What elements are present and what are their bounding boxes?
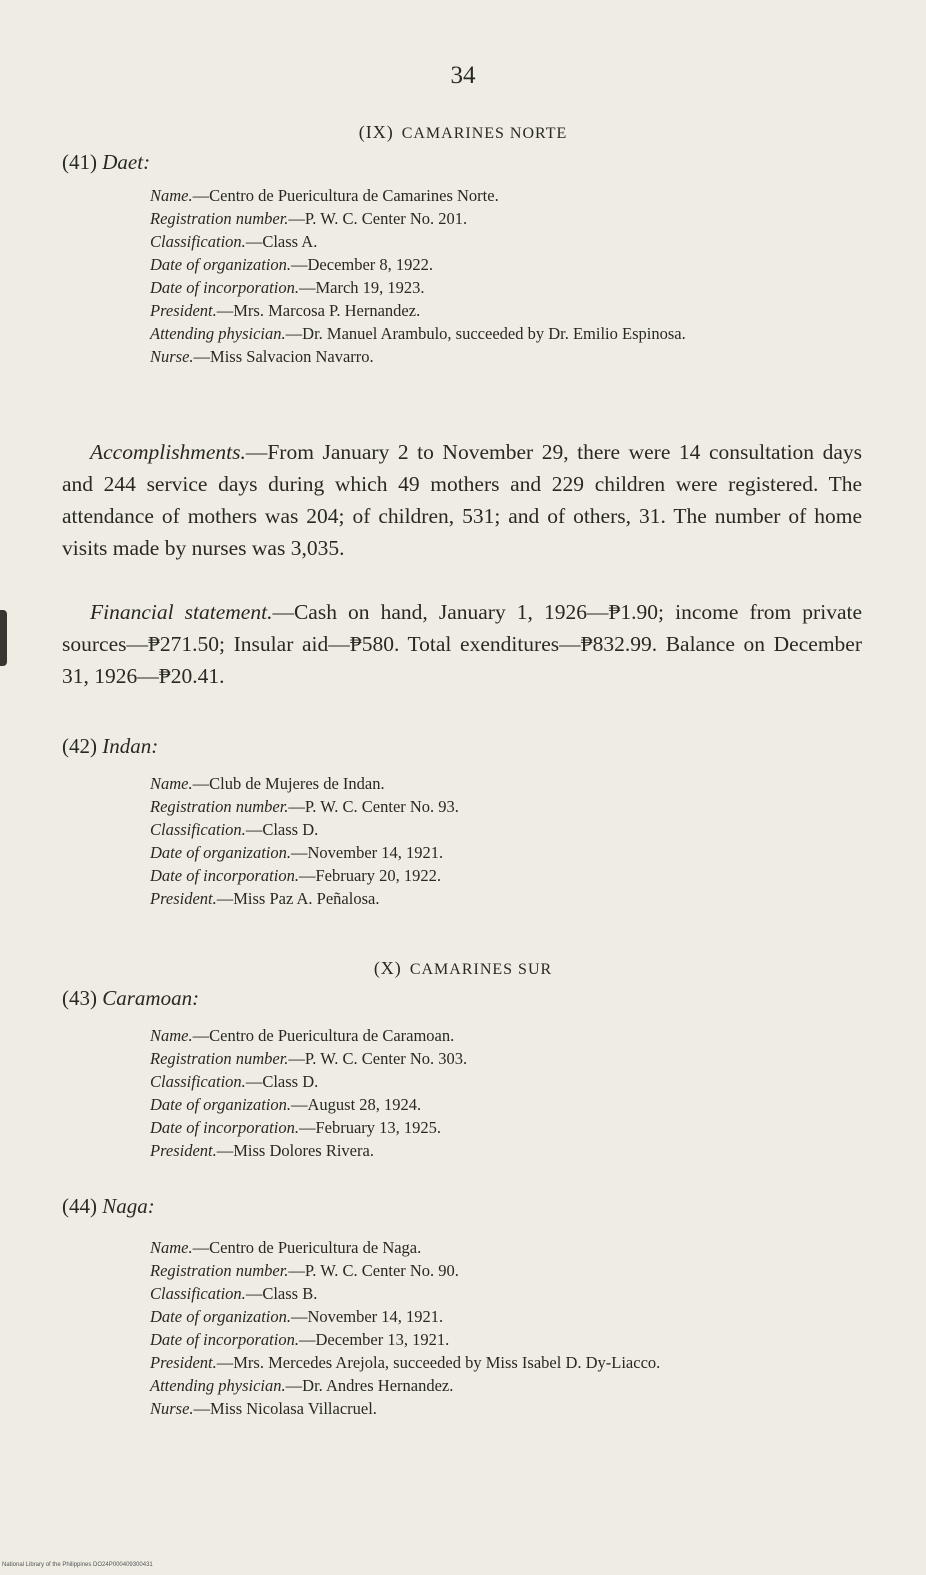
field-label: Date of organization. bbox=[150, 1095, 292, 1114]
field-label: Name. bbox=[150, 1238, 193, 1257]
scan-footer-credit: National Library of the Philippines DO24P000409300431 bbox=[2, 1562, 153, 1568]
entry-row bbox=[150, 1116, 880, 1139]
entry-row bbox=[150, 772, 880, 795]
field-value: —February 20, 1922. bbox=[298, 866, 442, 885]
field-label: Date of organization. bbox=[150, 1307, 292, 1326]
field-label: Date of incorporation. bbox=[150, 1330, 299, 1349]
entry-row bbox=[150, 1374, 880, 1397]
paragraph-text: —Cash on hand, January 1, 1926—₱1.90; income from private sources—₱271.50; Insular aid—₱580. Total exenditures—₱832.99. Balance on December 31, 1926—₱20.41. bbox=[62, 600, 862, 688]
entry-row bbox=[150, 345, 880, 368]
town-heading-caramoan bbox=[62, 986, 199, 1011]
field-label: Nurse. bbox=[150, 1399, 194, 1418]
field-label: Attending physician. bbox=[150, 1376, 286, 1395]
entry-number: (41) bbox=[62, 150, 97, 174]
field-value: —Class D. bbox=[245, 1072, 319, 1091]
field-value: —December 13, 1921. bbox=[298, 1330, 450, 1349]
town-name: Indan: bbox=[102, 734, 159, 758]
field-value: —Miss Dolores Rivera. bbox=[216, 1141, 374, 1160]
field-value: —P. W. C. Center No. 303. bbox=[288, 1049, 468, 1068]
field-value: —Club de Mujeres de Indan. bbox=[192, 774, 385, 793]
entry-row bbox=[150, 253, 880, 276]
entry-row bbox=[150, 299, 880, 322]
entry-row bbox=[150, 1328, 880, 1351]
entry-row bbox=[150, 184, 880, 207]
field-label: Name. bbox=[150, 186, 193, 205]
field-label: Registration number. bbox=[150, 209, 289, 228]
entry-row bbox=[150, 1047, 880, 1070]
entry-row bbox=[150, 322, 880, 345]
field-value: —March 19, 1923. bbox=[298, 278, 425, 297]
field-label: Classification. bbox=[150, 1072, 246, 1091]
entry-daet bbox=[150, 184, 880, 368]
scan-smudge bbox=[0, 610, 7, 666]
field-value: —December 8, 1922. bbox=[291, 255, 434, 274]
field-value: —Mrs. Mercedes Arejola, succeeded by Miss Isabel D. Dy-Liacco. bbox=[216, 1353, 661, 1372]
section-heading-camarines-norte bbox=[0, 122, 926, 143]
field-value: —November 14, 1921. bbox=[291, 1307, 444, 1326]
field-value: —August 28, 1924. bbox=[291, 1095, 422, 1114]
entry-indan bbox=[150, 772, 880, 910]
field-label: Name. bbox=[150, 1026, 193, 1045]
field-label: President. bbox=[150, 301, 217, 320]
field-label: President. bbox=[150, 1353, 217, 1372]
field-label: President. bbox=[150, 889, 217, 908]
field-value: —Dr. Andres Hernandez. bbox=[285, 1376, 454, 1395]
section-roman: (IX) bbox=[358, 122, 394, 142]
field-label: Date of organization. bbox=[150, 255, 292, 274]
financial-statement-paragraph bbox=[62, 596, 862, 692]
field-value: —P. W. C. Center No. 90. bbox=[288, 1261, 459, 1280]
field-label: Date of incorporation. bbox=[150, 278, 299, 297]
field-value: —February 13, 1925. bbox=[298, 1118, 442, 1137]
entry-row bbox=[150, 887, 880, 910]
section-roman: (X) bbox=[373, 958, 402, 978]
field-label: Nurse. bbox=[150, 347, 194, 366]
paragraph-label: Financial statement. bbox=[90, 600, 273, 624]
entry-row bbox=[150, 1070, 880, 1093]
town-heading-naga bbox=[62, 1194, 155, 1219]
field-value: —Centro de Puericultura de Camarines Norte. bbox=[192, 186, 499, 205]
field-value: —November 14, 1921. bbox=[291, 843, 444, 862]
field-value: —Miss Salvacion Navarro. bbox=[193, 347, 374, 366]
entry-number: (42) bbox=[62, 734, 97, 758]
field-label: Name. bbox=[150, 774, 193, 793]
entry-number: (43) bbox=[62, 986, 97, 1010]
entry-row bbox=[150, 276, 880, 299]
entry-row bbox=[150, 1259, 880, 1282]
field-label: Registration number. bbox=[150, 1049, 289, 1068]
field-value: —Mrs. Marcosa P. Hernandez. bbox=[216, 301, 421, 320]
field-label: Attending physician. bbox=[150, 324, 286, 343]
town-heading-daet bbox=[62, 150, 150, 175]
field-label: Classification. bbox=[150, 820, 246, 839]
paragraph-text: —From January 2 to November 29, there were 14 consultation days and 244 service days during which 49 mothers and 229 children were registered. The attendance of mothers was 204; of children, 531; and of others, 31. The number of home visits made by nurses was 3,035. bbox=[62, 440, 862, 560]
field-value: —Centro de Puericultura de Naga. bbox=[192, 1238, 422, 1257]
field-label: Registration number. bbox=[150, 797, 289, 816]
field-label: Classification. bbox=[150, 232, 246, 251]
entry-number: (44) bbox=[62, 1194, 97, 1218]
entry-row bbox=[150, 1351, 880, 1374]
field-label: President. bbox=[150, 1141, 217, 1160]
field-value: —Class D. bbox=[245, 820, 319, 839]
entry-row bbox=[150, 841, 880, 864]
accomplishments-paragraph bbox=[62, 436, 862, 564]
entry-row bbox=[150, 207, 880, 230]
page-number: 34 bbox=[450, 62, 476, 89]
entry-row bbox=[150, 1139, 880, 1162]
entry-row bbox=[150, 1236, 880, 1259]
field-value: —Class B. bbox=[245, 1284, 318, 1303]
field-value: —P. W. C. Center No. 93. bbox=[288, 797, 459, 816]
field-value: —Miss Paz A. Peñalosa. bbox=[216, 889, 380, 908]
entry-row bbox=[150, 230, 880, 253]
entry-caramoan bbox=[150, 1024, 880, 1162]
entry-row bbox=[150, 795, 880, 818]
section-heading-camarines-sur bbox=[0, 958, 926, 979]
field-value: —Dr. Manuel Arambulo, succeeded by Dr. Emilio Espinosa. bbox=[285, 324, 686, 343]
field-label: Date of incorporation. bbox=[150, 1118, 299, 1137]
entry-naga bbox=[150, 1236, 880, 1420]
field-label: Registration number. bbox=[150, 1261, 289, 1280]
town-heading-indan bbox=[62, 734, 158, 759]
town-name: Daet: bbox=[102, 150, 151, 174]
section-title: CAMARINES SUR bbox=[409, 961, 553, 978]
entry-row bbox=[150, 1305, 880, 1328]
entry-row bbox=[150, 1024, 880, 1047]
field-label: Date of organization. bbox=[150, 843, 292, 862]
field-value: —Miss Nicolasa Villacruel. bbox=[193, 1399, 377, 1418]
field-value: —Class A. bbox=[245, 232, 318, 251]
entry-row bbox=[150, 864, 880, 887]
paragraph-label: Accomplishments. bbox=[90, 440, 246, 464]
field-value: —P. W. C. Center No. 201. bbox=[288, 209, 468, 228]
town-name: Naga: bbox=[102, 1194, 155, 1218]
field-label: Classification. bbox=[150, 1284, 246, 1303]
entry-row bbox=[150, 1397, 880, 1420]
field-value: —Centro de Puericultura de Caramoan. bbox=[192, 1026, 455, 1045]
section-title: CAMARINES NORTE bbox=[401, 125, 568, 142]
entry-row bbox=[150, 1282, 880, 1305]
entry-row bbox=[150, 818, 880, 841]
field-label: Date of incorporation. bbox=[150, 866, 299, 885]
town-name: Caramoan: bbox=[102, 986, 200, 1010]
entry-row bbox=[150, 1093, 880, 1116]
